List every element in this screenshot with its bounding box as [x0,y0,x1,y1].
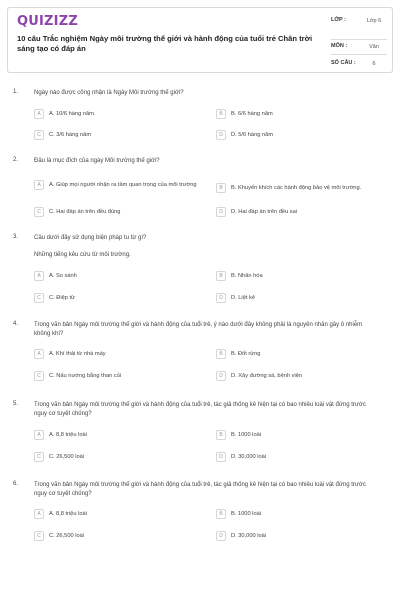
option-text: B. 6/6 hàng năm [231,111,273,117]
option-text: D. 30,000 loài [231,533,267,539]
option-text: D. 5/6 hàng năm [231,132,274,138]
question-number: 1. [13,89,19,95]
option-text: B. Nhân hóa [231,273,263,279]
option-text: A. 10/6 hàng năm. [49,111,96,117]
option-b[interactable] [216,348,386,362]
option-b[interactable] [216,108,386,122]
option-d[interactable] [216,129,386,143]
option-key-box: C [34,371,44,381]
meta-divider [331,54,387,55]
option-key-box: C [34,207,44,217]
question-number: 2. [13,157,19,163]
option-key-box: B [216,183,226,193]
grade-value: Lớp 6 [366,18,382,24]
option-b[interactable] [216,182,386,196]
option-key-box: A [34,430,44,440]
option-c[interactable] [34,451,204,465]
option-key-box: A [34,349,44,359]
option-text: A. 8,8 triệu loài [49,511,87,517]
option-c[interactable] [34,370,204,384]
quizizz-logo: QUIZIZZ [17,14,78,29]
option-d[interactable] [216,451,386,465]
option-key-box: A [34,271,44,281]
count-value: 6 [372,61,376,67]
option-key-box: D [216,531,226,541]
option-text: D. Hai đáp án trên đều sai [231,209,298,215]
option-key-box: B [216,430,226,440]
option-d[interactable] [216,370,386,384]
option-key-box: B [216,349,226,359]
option-b[interactable] [216,508,386,522]
option-key-box: A [34,109,44,119]
question-number: 6. [13,481,19,487]
question-number: 3. [13,234,19,240]
option-text: D. Liệt kê [231,295,256,301]
option-key-box: C [34,452,44,462]
option-text: A. Giúp mọi người nhận ra tầm quan trọng của môi trường [49,182,197,188]
option-text: A. So sánh [49,273,77,279]
option-c[interactable] [34,530,204,544]
option-a[interactable] [34,270,204,284]
subject-label: MÔN : [331,43,348,49]
count-label: SỐ CÂU : [331,60,356,66]
question-text: Trong văn bản Ngày môi trường thế giới và hành động của tuổi trẻ, ý nào dưới đây không phải là nguyên nhân gây ô nhiễm không khí? [34,322,363,337]
question-number: 5. [13,401,19,407]
option-text: B. Khuyến khích các hành động bảo vệ môi trường. [231,185,362,191]
option-key-box: D [216,293,226,303]
option-d[interactable] [216,292,386,306]
option-text: D. Xây đường sá, bệnh viện [231,373,303,379]
option-key-box: A [34,509,44,519]
option-text: C. 26,500 loài [49,454,85,460]
question-text: Trong văn bản Ngày môi trường thế giới và hành động của tuổi trẻ, tác giả thống kê hiện tại có bao nhiêu loài vật đứng trước nguy cơ tuyệt chủng? [34,482,366,497]
option-text: C. Nấu nướng bằng than củi [49,373,122,379]
option-c[interactable] [34,206,204,220]
option-a[interactable] [34,429,204,443]
option-c[interactable] [34,292,204,306]
option-key-box: D [216,207,226,217]
option-key-box: C [34,531,44,541]
option-d[interactable] [216,206,386,220]
option-d[interactable] [216,530,386,544]
question-text: Đâu là mục đích của ngày Môi trường thế giới? [34,158,160,164]
option-text: C. 3/6 hàng năm [49,132,92,138]
option-key-box: A [34,180,44,190]
option-c[interactable] [34,129,204,143]
subject-value: Văn [369,44,379,50]
option-key-box: D [216,130,226,140]
grade-label: LỚP : [331,17,346,23]
option-text: C. Hai đáp án trên đều đúng [49,209,121,215]
option-key-box: D [216,452,226,462]
option-b[interactable] [216,429,386,443]
option-a[interactable] [34,348,204,362]
option-text: B. 1000 loài [231,511,262,517]
option-key-box: D [216,371,226,381]
option-a[interactable] [34,179,204,193]
option-text: B. 1000 loài [231,432,262,438]
worksheet-title: 10 câu Trắc nghiệm Ngày môi trường thế giới và hành động của tuổi trẻ Chân trời sáng tạo có đáp án [17,34,313,53]
option-key-box: C [34,293,44,303]
question-quote: Những tiếng kêu cứu từ môi trường. [34,252,131,258]
option-text: C. 26,500 loài [49,533,85,539]
option-key-box: B [216,109,226,119]
worksheet-header [7,7,393,73]
option-b[interactable] [216,270,386,284]
option-text: D. 30,000 loài [231,454,267,460]
option-text: A. Khí thải từ nhà máy [49,351,106,357]
option-text: C. Điệp từ [49,295,75,301]
question-text: Câu dưới đây sử dụng biện pháp tu từ gì? [34,235,147,241]
question-text: Trong văn bản Ngày môi trường thế giới và hành động của tuổi trẻ, tác giả thống kê hiện tại có bao nhiêu loài vật đứng trước nguy cơ tuyệt chủng? [34,402,366,417]
question-text: Ngày nào được công nhận là Ngày Môi trường thế giới? [34,90,184,96]
question-number: 4. [13,321,19,327]
option-a[interactable] [34,508,204,522]
worksheet-meta [327,8,392,72]
option-text: B. Đốt rừng [231,351,261,357]
option-key-box: B [216,271,226,281]
option-a[interactable] [34,108,204,122]
option-text: A. 8,8 triệu loài [49,432,87,438]
option-key-box: B [216,509,226,519]
option-key-box: C [34,130,44,140]
meta-divider [331,39,387,40]
